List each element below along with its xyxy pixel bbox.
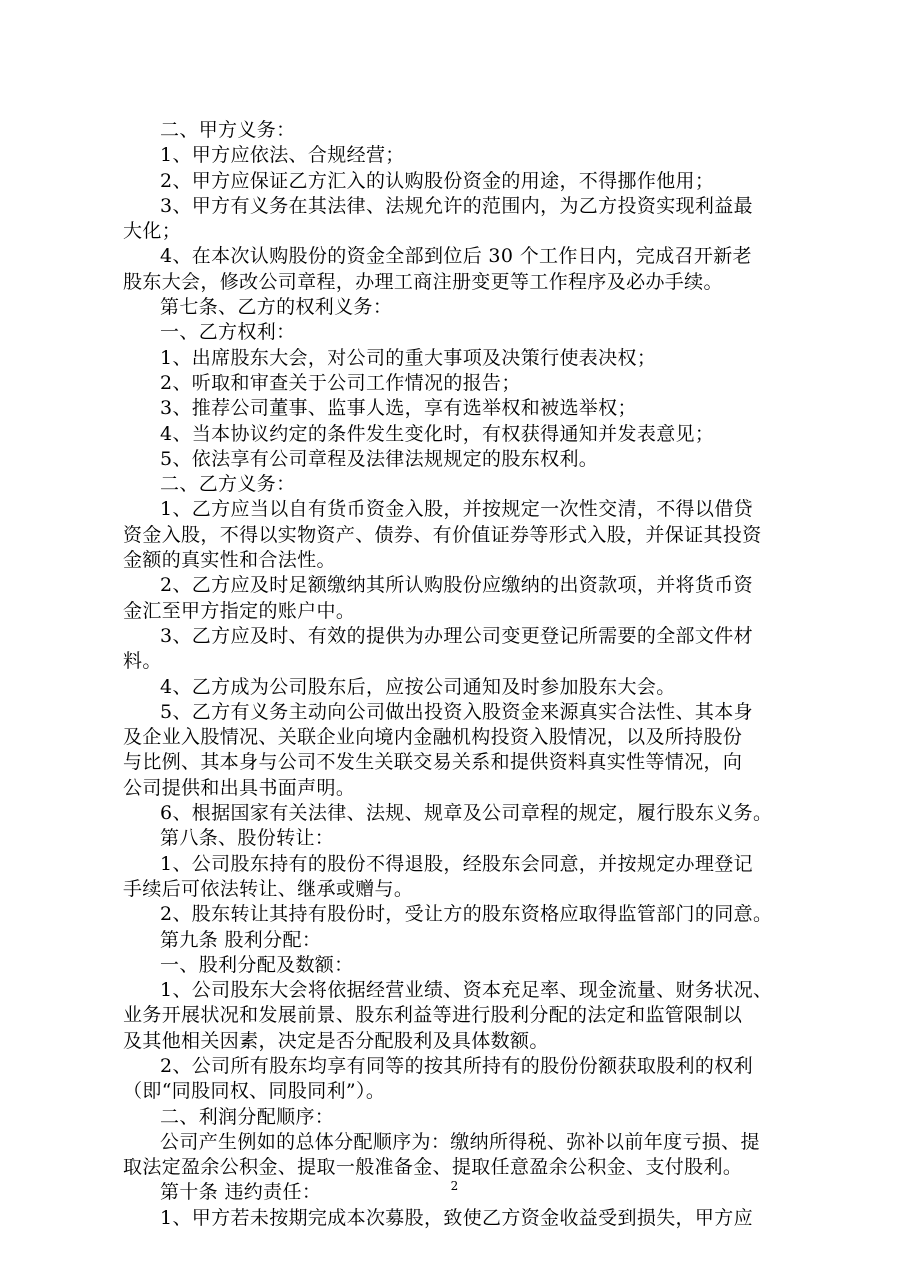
text-line: 料。 (123, 650, 162, 673)
text-line: 业务开展状况和发展前景、股东利益等进行股利分配的法定和监管限制以 (123, 1004, 743, 1027)
text-line: 4、当本协议约定的条件发生变化时，有权获得通知并发表意见； (160, 422, 715, 445)
text-line: 1、甲方若未按期完成本次募股，致使乙方资金收益受到损失，甲方应 (160, 1206, 753, 1229)
text-line: 二、甲方义务： (160, 119, 296, 141)
text-line: 股东大会，修改公司章程，办理工商注册变更等工作程序及必办手续。 (123, 270, 723, 293)
text-line: 公司提供和出具书面声明。 (123, 776, 356, 799)
text-line: 1、甲方应依法、合规经营； (160, 144, 405, 167)
text-line: 取法定盈余公积金、提取一般准备金、提取任意盈余公积金、支付股利。 (123, 1156, 743, 1179)
text-line: 第七条、乙方的权利义务： (160, 296, 393, 319)
text-line: 1、乙方应当以自有货币资金入股，并按规定一次性交清，不得以借贷 (160, 498, 753, 521)
text-line: 二、乙方义务： (160, 473, 296, 496)
text-line: 资金入股，不得以实物资产、债券、有价值证券等形式入股，并保证其投资 (123, 523, 762, 546)
text-line: 1、出席股东大会，对公司的重大事项及决策行使表决权； (160, 346, 657, 369)
page-number: 2 (450, 1179, 459, 1193)
text-line: 5、依法享有公司章程及法律法规规定的股东权利。 (160, 447, 599, 470)
document-body (123, 118, 813, 1231)
text-line: 2、听取和审查关于公司工作情况的报告； (160, 371, 521, 394)
text-line: 及企业入股情况、关联企业向境内金融机构投资入股情况，以及所持股份 (123, 726, 743, 749)
text-line: 4、在本次认购股份的资金全部到位后 30 个工作日内，完成召开新老 (160, 245, 752, 268)
text-line: 1、公司股东大会将依据经营业绩、资本充足率、现金流量、财务状况、 (160, 979, 773, 1002)
text-line: 二、利润分配顺序： (160, 1105, 335, 1128)
text-line: 第九条 股利分配： (160, 928, 322, 951)
text-line: 及其他相关因素，决定是否分配股利及具体数额。 (123, 1029, 549, 1052)
text-line: 一、股利分配及数额： (160, 953, 354, 976)
text-line: 公司产生例如的总体分配顺序为：缴纳所得税、弥补以前年度亏损、提 (160, 1130, 760, 1153)
text-line: 2、乙方应及时足额缴纳其所认购股份应缴纳的出资款项，并将货币资 (160, 574, 753, 597)
text-line: 3、甲方有义务在其法律、法规允许的范围内，为乙方投资实现利益最 (160, 194, 753, 217)
text-line: 第十条 违约责任： (160, 1181, 322, 1204)
text-line: 2、股东转让其持有股份时，受让方的股东资格应取得监管部门的同意。 (160, 903, 773, 926)
text-line: 第八条、股份转让： (160, 827, 335, 850)
text-line: 1、公司股东持有的股份不得退股，经股东会同意，并按规定办理登记 (160, 852, 753, 875)
text-line: 2、公司所有股东均享有同等的按其所持有的股份份额获取股利的权利 (160, 1054, 753, 1077)
text-line: 与比例、其本身与公司不发生关联交易关系和提供资料真实性等情况，向 (123, 751, 743, 774)
text-line: 6、根据国家有关法律、法规、规章及公司章程的规定，履行股东义务。 (160, 802, 773, 825)
text-line: 手续后可依法转让、继承或赠与。 (123, 877, 414, 900)
text-line: 一、乙方权利： (160, 321, 296, 344)
text-line: 4、乙方成为公司股东后，应按公司通知及时参加股东大会。 (160, 675, 676, 698)
text-line: 金汇至甲方指定的账户中。 (123, 599, 356, 622)
text-line: 3、推荐公司董事、监事人选，享有选举权和被选举权； (160, 397, 637, 420)
text-line: 5、乙方有义务主动向公司做出投资入股资金来源真实合法性、其本身 (160, 700, 753, 723)
text-line: 2、甲方应保证乙方汇入的认购股份资金的用途，不得挪作他用； (160, 169, 715, 192)
text-line: 3、乙方应及时、有效的提供为办理公司变更登记所需要的全部文件材 (160, 624, 753, 647)
text-line: 大化； (123, 220, 182, 243)
text-line: （即“同股同权、同股同利”）。 (123, 1080, 386, 1103)
text-line: 金额的真实性和合法性。 (123, 549, 336, 572)
